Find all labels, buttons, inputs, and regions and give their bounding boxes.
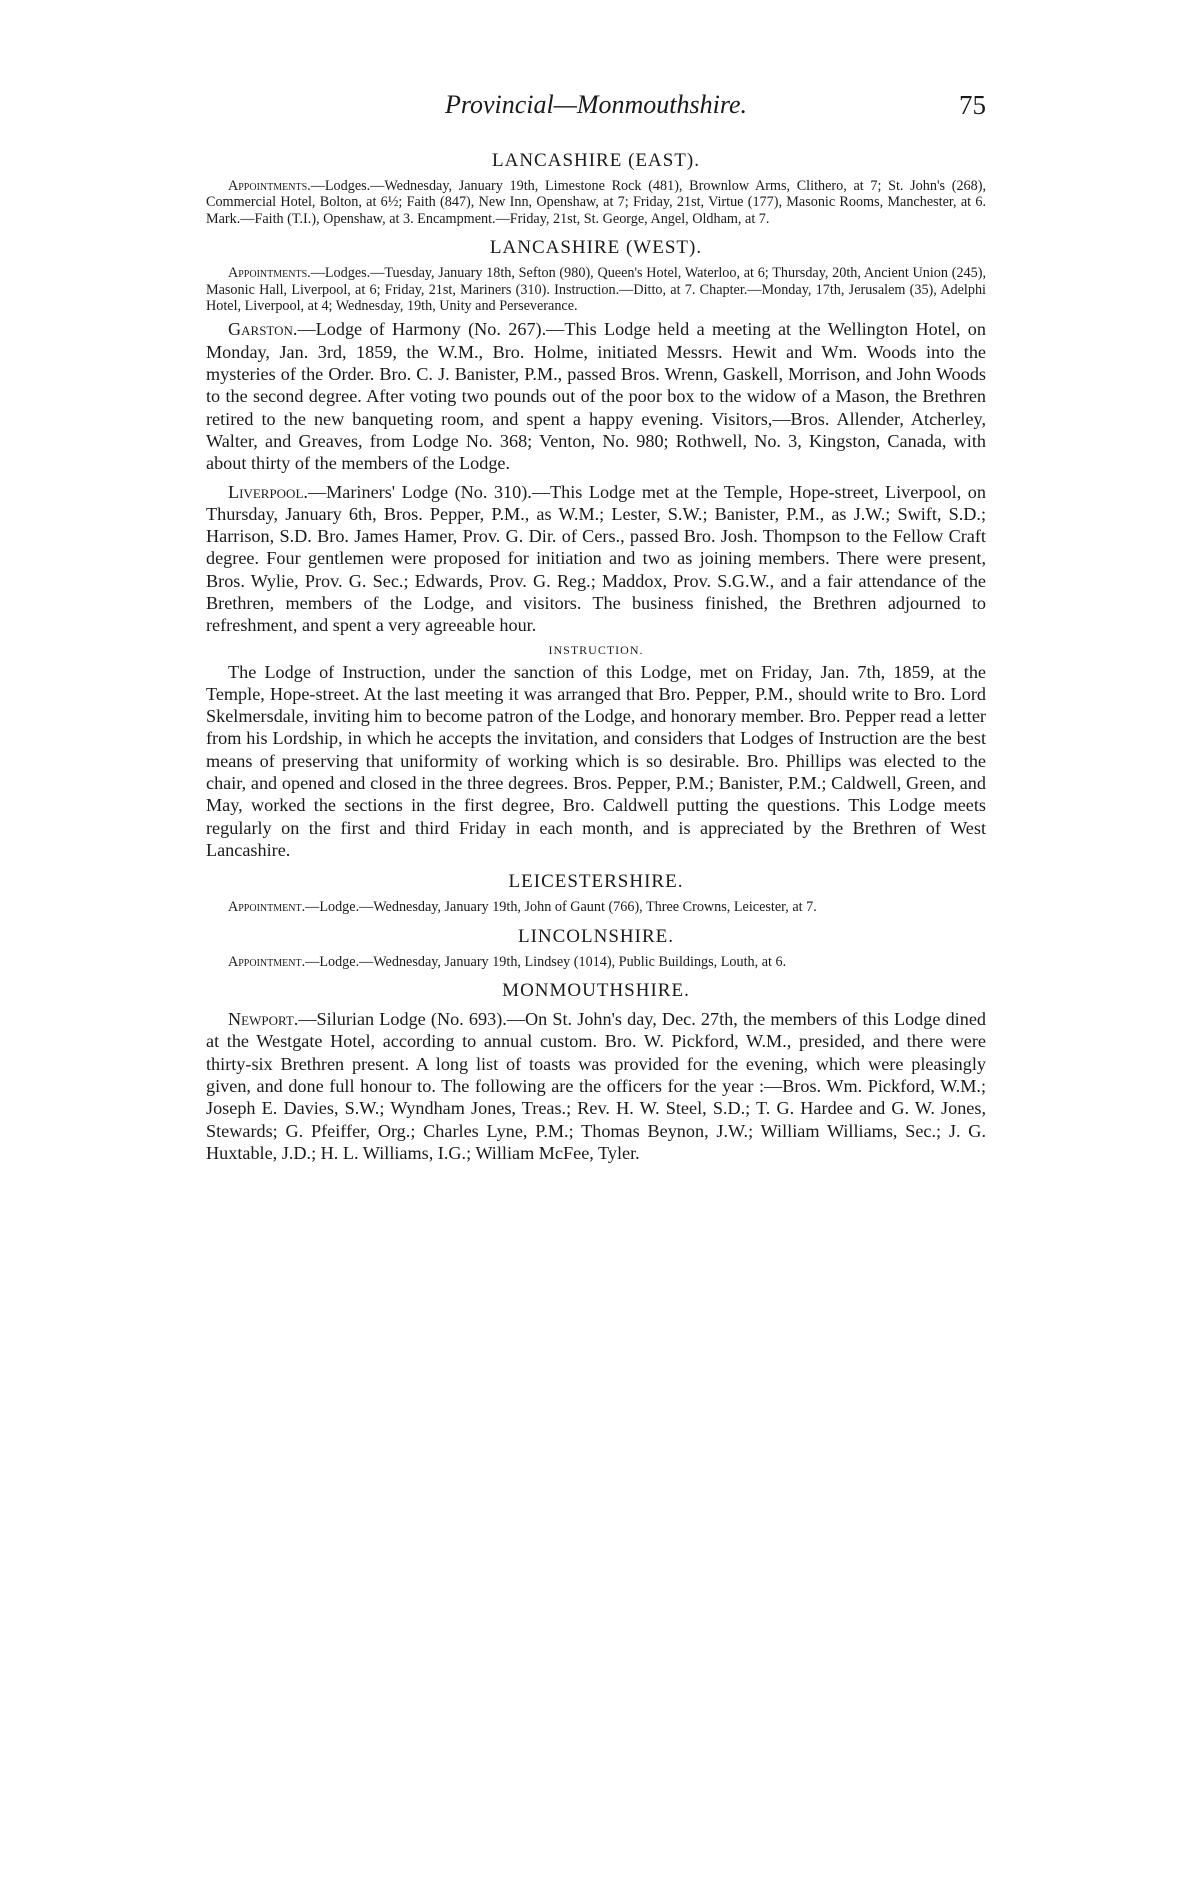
label-appointments: Appointments.	[228, 265, 311, 282]
paragraph-leicestershire-appointment	[206, 899, 986, 915]
heading-monmouthshire: MONMOUTHSHIRE.	[502, 980, 690, 1002]
text-appointment: —Lodge.—Wednesday, January 19th, Lindsey (1014), Public Buildings, Louth, at 6.	[305, 953, 787, 970]
text-garston: —Lodge of Harmony (No. 267).—This Lodge held a meeting at the Wellington Hotel, on Monday, Jan. 3rd, 1859, the W.M., Bro. Holme, initiated Messrs. Hewit and Wm. Woods into the mysteries of the Order. Bro. C. J. Banister, P.M., passed Bros. Wrenn, Gaskell, Morrison, and John Woods to the second degree. After voting two pounds out of the poor box to the widow of a Mason, the Brethren retired to the new banqueting room, and spent a happy evening. Visitors,—Bros. Allender, Atcherley, Walter, and Greaves, from Lodge No. 368; Venton, No. 980; Rothwell, No. 3, Kingston, Canada, with about thirty of the members of the Lodge.	[206, 319, 986, 474]
text-appointment: —Lodge.—Wednesday, January 19th, John of Gaunt (766), Three Crowns, Leicester, at 7.	[305, 899, 817, 916]
paragraph-lincolnshire-appointment	[206, 954, 986, 970]
paragraph-liverpool	[206, 481, 986, 637]
text-liverpool: —Mariners' Lodge (No. 310).—This Lodge met at the Temple, Hope-street, Liverpool, on Thursday, January 6th, Bros. Pepper, P.M., as W.M.; Lester, S.W.; Banister, P.M., as J.W.; Swift, S.D.; Harrison, S.D. Bro. James Hamer, Prov. G. Dir. of Cers., passed Bro. Josh. Thompson to the Fellow Craft degree. Four gentlemen were proposed for initiation and two as joining members. There were present, Bros. Wylie, Prov. G. Sec.; Edwards, Prov. G. Reg.; Maddox, Prov. S.G.W., and a fair attendance of the Brethren, members of the Lodge, and visitors. The business finished, the Brethren adjourned to refreshment, and spent a very agreeable hour.	[206, 481, 986, 636]
label-garston: Garston.	[228, 319, 298, 340]
paragraph-garston	[206, 318, 986, 474]
heading-lancashire-east: LANCASHIRE (EAST).	[492, 150, 700, 171]
heading-leicestershire: LEICESTERSHIRE.	[508, 871, 684, 893]
label-appointment: Appointment.	[228, 899, 306, 916]
paragraph-instruction: The Lodge of Instruction, under the sanction of this Lodge, met on Friday, Jan. 7th, 1859, at the Temple, Hope-street. At the last meeting it was arranged that Bro. Pepper, P.M., should write to Bro. Lord Skelmersdale, inviting him to become patron of the Lodge, and honorary member. Bro. Pepper read a letter from his Lordship, in which he accepts the invitation, and considers that Lodges of Instruction are the best means of preserving that uniformity of working which is so desirable. Bro. Phillips was elected to the chair, and opened and closed in the three degrees. Bros. Pepper, P.M.; Banister, P.M.; Caldwell, Green, and May, worked the sections in the first degree, Bro. Caldwell putting the questions. This Lodge meets regularly on the first and third Friday in each month, and is appreciated by the Brethren of West Lancashire.	[206, 661, 986, 860]
page-number: 75	[959, 90, 986, 120]
paragraph-lancashire-east-appointments	[206, 178, 986, 227]
heading-instruction: INSTRUCTION.	[548, 642, 644, 657]
label-appointment: Appointment.	[228, 953, 306, 970]
heading-lancashire-west: LANCASHIRE (WEST).	[489, 237, 703, 259]
paragraph-lancashire-west-appointments	[206, 265, 986, 314]
heading-lincolnshire: LINCOLNSHIRE.	[517, 925, 675, 947]
text-newport: —Silurian Lodge (No. 693).—On St. John's day, Dec. 27th, the members of this Lodge dined at the Westgate Hotel, according to annual custom. Bro. W. Pickford, W.M., presided, and there were thirty-six Brethren present. A long list of toasts was provided for the evening, which were pleasingly given, and done full honour to. The following are the officers for the year :—Bros. Wm. Pickford, W.M.; Joseph E. Davies, S.W.; Wyndham Jones, Treas.; Rev. H. W. Steel, S.D.; T. G. Hardee and G. W. Jones, Stewards; G. Pfeiffer, Org.; Charles Lyne, P.M.; Thomas Beynon, J.W.; William Williams, Sec.; J. G. Huxtable, J.D.; H. L. Williams, I.G.; William McFee, Tyler.	[206, 1009, 986, 1163]
label-newport: Newport.	[228, 1009, 299, 1030]
running-head	[206, 90, 986, 140]
text-appointments: —Lodges.—Wednesday, January 19th, Limestone Rock (481), Brownlow Arms, Clithero, at 7; St. John's (268), Commercial Hotel, Bolton, at 6½; Faith (847), New Inn, Openshaw, at 7; Friday, 21st, Virtue (177), Masonic Rooms, Manchester, at 6. Mark.—Faith (T.I.), Openshaw, at 3. Encampment.—Friday, 21st, St. George, Angel, Oldham, at 7.	[206, 178, 986, 227]
text-appointments: —Lodges.—Tuesday, January 18th, Sefton (980), Queen's Hotel, Waterloo, at 6; Thursday, 20th, Ancient Union (245), Masonic Hall, Liverpool, at 6; Friday, 21st, Mariners (310). Instruction.—Ditto, at 7. Chapter.—Monday, 17th, Jerusalem (35), Adelphi Hotel, Liverpool, at 4; Wednesday, 19th, Unity and Perseverance.	[206, 265, 986, 315]
running-title: Provincial—Monmouthshire.	[444, 90, 748, 119]
label-liverpool: Liverpool.	[228, 481, 308, 502]
label-appointments: Appointments.	[228, 178, 311, 194]
text-column	[206, 0, 986, 1170]
paragraph-newport	[206, 1008, 986, 1164]
